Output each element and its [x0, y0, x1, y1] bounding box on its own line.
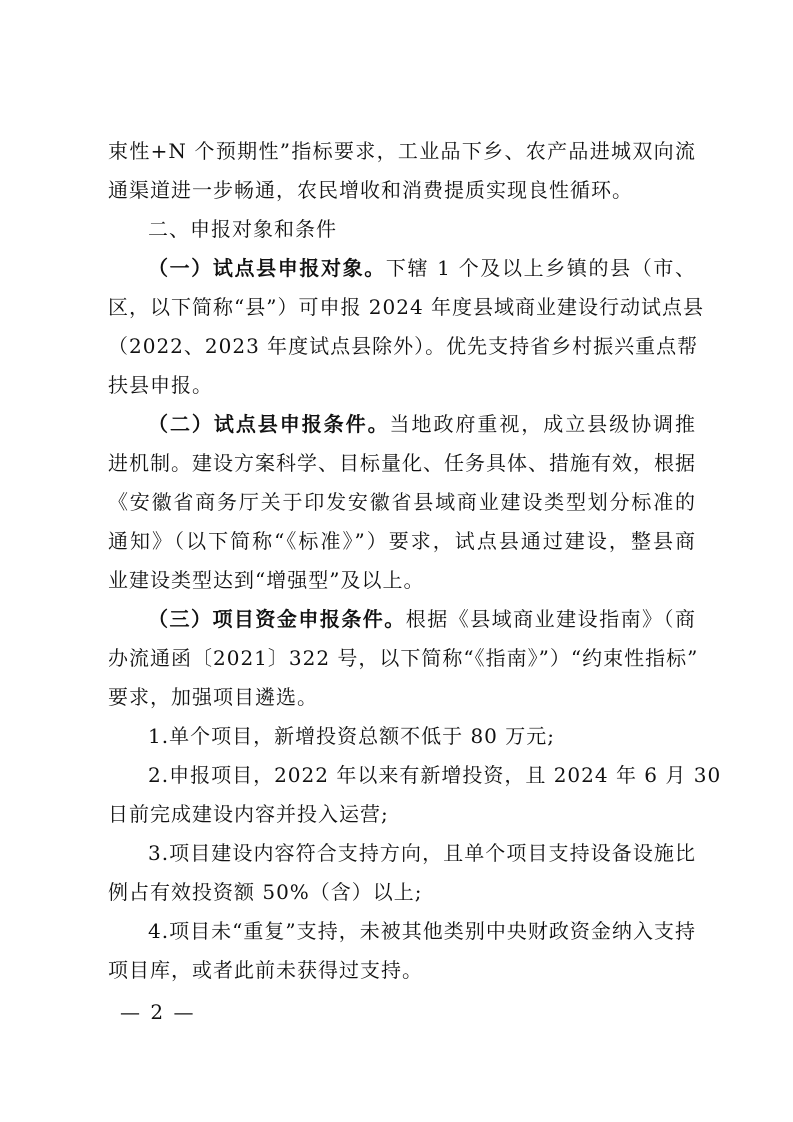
list-item-continued: 项目库，或者此前未获得过支持。 — [108, 958, 423, 982]
list-item: 1.单个项目，新增投资总额不低于 80 万元; — [148, 724, 555, 748]
para2-line: 业建设类型达到“增强型”及以上。 — [108, 568, 425, 592]
para1-line: （2022、2023 年度试点县除外）。优先支持省乡村振兴重点帮 — [108, 334, 699, 358]
para3-heading: （三）项目资金申报条件。 — [148, 607, 406, 631]
list-item: 3.项目建设内容符合支持方向，且单个项目支持设备设施比 — [148, 841, 696, 865]
section-heading: 二、申报对象和条件 — [148, 217, 337, 241]
document-body — [108, 132, 722, 990]
body-line: 束性+N 个预期性”指标要求，工业品下乡、农产品进城双向流 — [108, 139, 696, 163]
para3-text: 根据《县域商业建设指南》（商 — [405, 607, 697, 631]
para3-line: 办流通函〔2021〕322 号，以下简称“《指南》”）“约束性指标” — [108, 646, 699, 670]
para3-line: 要求，加强项目遴选。 — [108, 685, 318, 709]
para2-line: 通知》（以下简称“《标准》”）要求，试点县通过建设，整县商 — [108, 529, 696, 553]
para1-line: 扶县申报。 — [108, 373, 213, 397]
para3-first-line — [108, 600, 696, 639]
list-item-continued: 例占有效投资额 50%（含）以上; — [108, 880, 423, 904]
para2-line: 《安徽省商务厅关于印发安徽省县域商业建设类型划分标准的 — [108, 490, 696, 514]
para2-heading: （二）试点县申报条件。 — [148, 412, 390, 436]
list-item: 2.申报项目，2022 年以来有新增投资，且 2024 年 6 月 30 — [148, 763, 722, 787]
para1-first-line — [108, 249, 696, 288]
para1-heading: （一）试点县申报对象。 — [148, 256, 386, 280]
para2-first-line — [108, 405, 696, 444]
para1-text: 下辖 1 个及以上乡镇的县（市、 — [385, 256, 696, 280]
list-item: 4.项目未“重复”支持，未被其他类别中央财政资金纳入支持 — [148, 919, 696, 943]
body-line: 通渠道进一步畅通，农民增收和消费提质实现良性循环。 — [108, 178, 633, 202]
para2-text: 当地政府重视，成立县级协调推 — [389, 412, 697, 436]
para2-line: 进机制。建设方案科学、目标量化、任务具体、措施有效，根据 — [108, 451, 696, 475]
list-item-continued: 日前完成建设内容并投入运营; — [108, 802, 389, 826]
page-number: — 2 — — [120, 1000, 196, 1024]
para1-line: 区，以下简称“县”）可申报 2024 年度县域商业建设行动试点县 — [108, 295, 705, 319]
